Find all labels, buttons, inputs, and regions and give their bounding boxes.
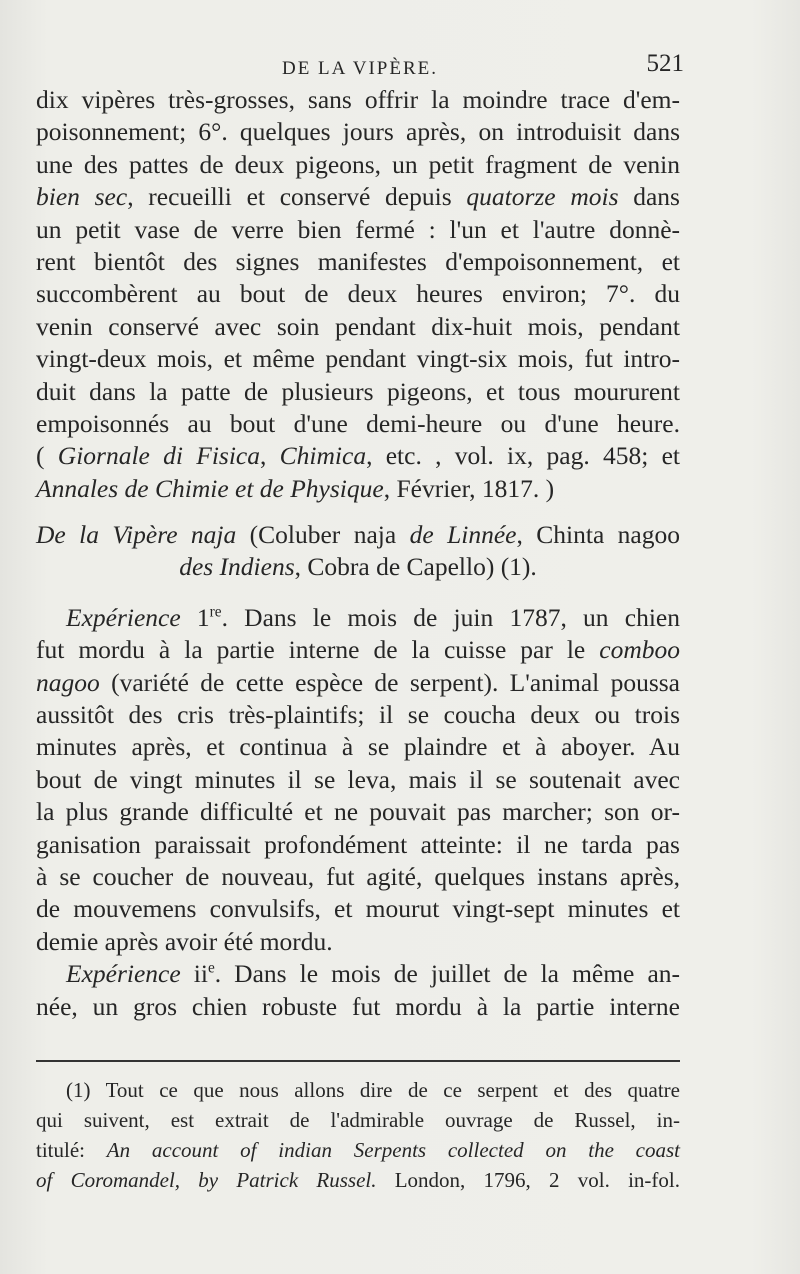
- text-line: vingt-deux mois, et même pendant vingt-six mois, fut intro-: [36, 344, 680, 374]
- text-span: . Dans le mois de juin 1787, un chien: [221, 602, 680, 632]
- footnote: [36, 1075, 680, 1195]
- experience-2-first-line: [36, 958, 680, 990]
- experience-label: Expérience: [66, 602, 181, 632]
- footnote-line: qui suivent, est extrait de l'admirable ouvrage de Russel, in-: [36, 1108, 680, 1132]
- footnote-line: [36, 1165, 680, 1195]
- text-line: poisonnement; 6°. quelques jours après, on introduisit dans: [36, 117, 680, 147]
- text-span: , etc. , vol. ix, pag. 458; et: [366, 441, 680, 471]
- ordinal-superscript: e: [207, 959, 215, 977]
- text-line: empoisonnés au bout d'une demi-heure ou d'une heure.: [36, 408, 680, 438]
- italic-text: comboo: [599, 635, 680, 665]
- text-span: (: [36, 441, 58, 471]
- text-line: rent bientôt des signes manifestes d'empoisonnement, et: [36, 246, 680, 276]
- text-line: duit dans la patte de plusieurs pigeons, et tous moururent: [36, 376, 680, 406]
- text-line: aussitôt des cris très-plaintifs; il se coucha deux ou trois: [36, 700, 680, 730]
- text-span: . Dans le mois de juillet de la même an-: [214, 959, 680, 989]
- italic-text: of Coromandel, by Patrick Russel.: [36, 1168, 377, 1192]
- text-line: la plus grande difficulté et ne pouvait pas marcher; son or-: [36, 797, 680, 827]
- text-span: London, 1796, 2 vol. in-fol.: [376, 1168, 680, 1192]
- italic-text: De la Vipère naja: [36, 520, 237, 550]
- section-heading-continued: [36, 551, 680, 583]
- text-span: dans: [618, 182, 680, 212]
- text-span: , Cobra de Capello) (1).: [294, 552, 537, 582]
- text-line: de mouvemens convulsifs, et mourut vingt-sept minutes et: [36, 894, 680, 924]
- text-line: ganisation paraissait profondément atteinte: il ne tarda pas: [36, 829, 680, 859]
- page-number: 521: [646, 50, 684, 77]
- citation-line: [36, 473, 680, 505]
- footnote-line: [36, 1135, 680, 1165]
- italic-text: An account of indian Serpents collected on the coast: [106, 1138, 680, 1162]
- italic-text: Giornale di Fisica: [57, 441, 260, 471]
- text-span: (variété de cette espèce de serpent). L'animal poussa: [99, 667, 680, 697]
- italic-text: des Indiens: [179, 552, 295, 582]
- citation-line: [36, 440, 680, 472]
- text-line: dix vipères très-grosses, sans offrir la moindre trace d'em-: [36, 85, 680, 114]
- text-span: ,: [260, 441, 280, 471]
- text-line: demie après avoir été mordu.: [36, 926, 333, 956]
- text-span: (Coluber naja: [236, 520, 410, 550]
- italic-text: bien sec: [36, 182, 128, 212]
- experience-ordinal: ii: [193, 959, 208, 989]
- running-head: DE LA VIPÈRE.: [281, 58, 438, 79]
- footnote-rule: [36, 1060, 680, 1062]
- italic-text: Annales de Chimie et de Physique: [36, 473, 384, 503]
- text-span: , Chinta nagoo: [516, 520, 680, 550]
- ordinal-superscript: re: [209, 603, 222, 621]
- text-span: , Février, 1817. ): [383, 473, 555, 503]
- italic-text: quatorze mois: [466, 182, 619, 212]
- experience-ordinal: 1: [196, 602, 210, 632]
- text-line: un petit vase de verre bien fermé : l'un et l'autre donnè-: [36, 214, 680, 244]
- text-line: à se coucher de nouveau, fut agité, quelques instans après,: [36, 861, 680, 891]
- text-line: [36, 667, 680, 699]
- text-span: titulé:: [36, 1138, 107, 1162]
- body-text: [36, 84, 680, 1023]
- text-line: venin conservé avec soin pendant dix-huit mois, pendant: [36, 311, 680, 341]
- experience-label: Expérience: [66, 959, 181, 989]
- italic-text: de Linnée: [409, 520, 517, 550]
- text-span: , recueilli et conservé depuis: [127, 182, 467, 212]
- text-line: une des pattes de deux pigeons, un petit fragment de venin: [36, 149, 680, 179]
- text-line: succombèrent au bout de deux heures environ; 7°. du: [36, 279, 680, 309]
- section-heading: [36, 519, 680, 551]
- text-line: [36, 181, 680, 213]
- italic-text: nagoo: [36, 667, 100, 697]
- text-span: fut mordu à la partie interne de la cuisse par le: [36, 635, 600, 665]
- text-line: [36, 634, 680, 666]
- italic-text: Chimica: [279, 441, 367, 471]
- footnote-line: (1) Tout ce que nous allons dire de ce serpent et des quatre: [66, 1078, 680, 1102]
- text-line: minutes après, et continua à se plaindre et à aboyer. Au: [36, 732, 680, 762]
- experience-1-first-line: [36, 602, 680, 634]
- text-line: née, un gros chien robuste fut mordu à la partie interne: [36, 991, 680, 1021]
- text-line: bout de vingt minutes il se leva, mais il se soutenait avec: [36, 764, 680, 794]
